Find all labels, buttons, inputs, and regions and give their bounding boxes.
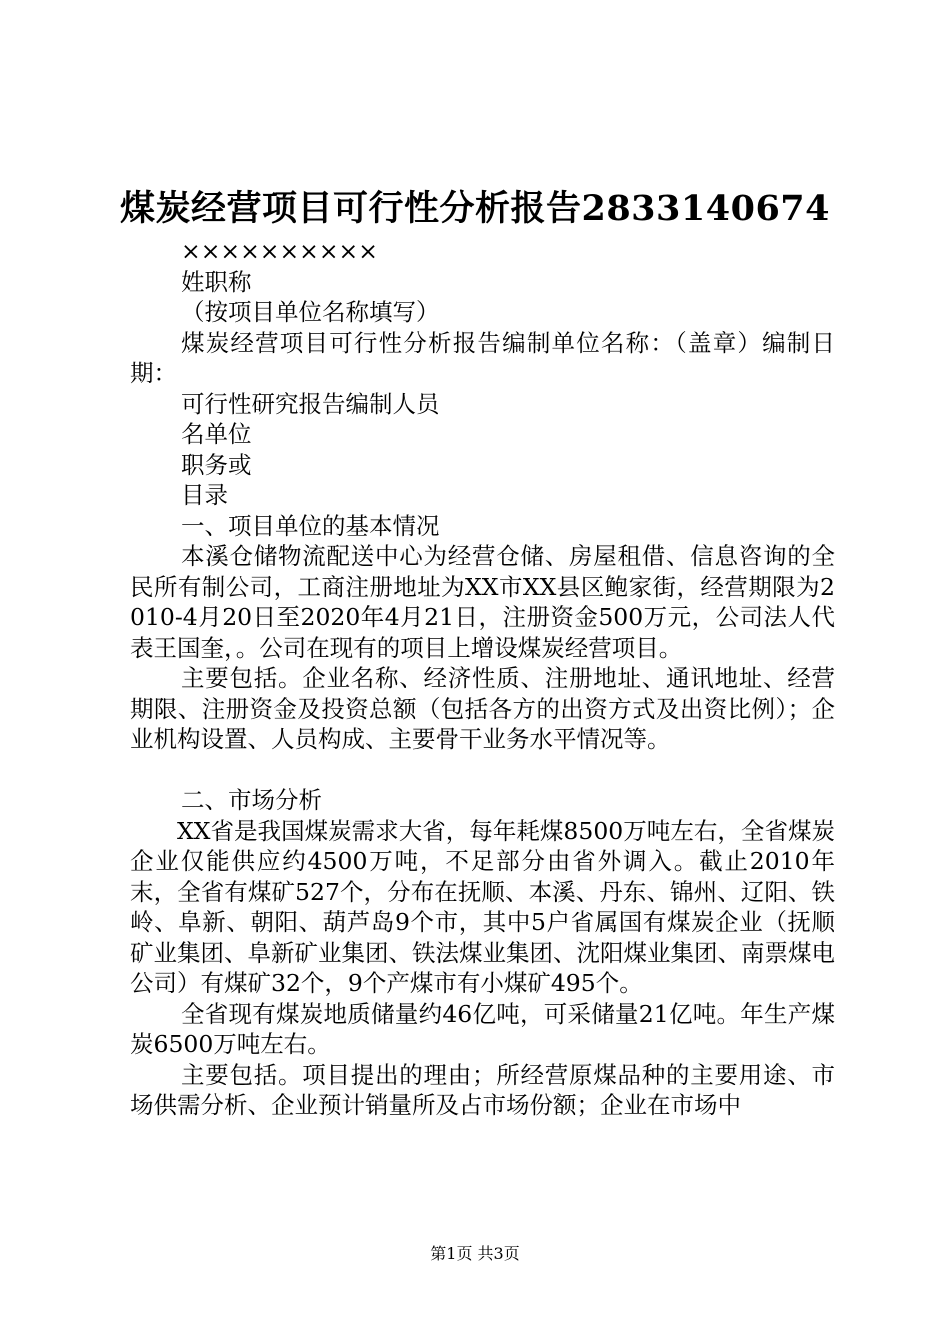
section1-paragraph: 本溪仓储物流配送中心为经营仓储、房屋租借、信息咨询的全民所有制公司，工商注册地址为XX市XX县区鲍家街，经营期限为2010-4月20日至2020年4月21日，注册资金500万元，公司法人代表王国奎，。公司在现有的项目上增设煤炭经营项目。	[130, 542, 835, 662]
document-title: 煤炭经营项目可行性分析报告2833140674	[119, 188, 831, 229]
compile-unit-paragraph: 煤炭经营项目可行性分析报告编制单位名称：（盖章）编制日期：	[130, 328, 835, 387]
name-title-line: 姓职称	[181, 267, 252, 296]
section2-paragraph: 全省现有煤炭地质储量约46亿吨，可采储量21亿吨。年生产煤炭6500万吨左右。	[130, 999, 835, 1058]
section2-heading: 二、市场分析	[181, 786, 322, 814]
document-body	[130, 236, 835, 1121]
paragraph-gap	[130, 755, 835, 786]
section1-heading: 一、项目单位的基本情况	[181, 511, 440, 540]
section2-paragraph: XX省是我国煤炭需求大省，每年耗煤8500万吨左右，全省煤炭企业仅能供应约4500万吨，不足部分由省外调入。截止2010年末，全省有煤矿527个，分布在抚顺、本溪、丹东、锦州、辽阳、铁岭、阜新、朝阳、葫芦岛9个市，其中5户省属国有煤炭企业（抚顺矿业集团、阜新矿业集团、铁法煤业集团、沈阳煤业集团、南票煤电公司）有煤矿32个，9个产煤市有小煤矿495个。	[130, 816, 835, 997]
position-line: 职务或	[181, 450, 252, 479]
placeholder-crosses: ××××××××××	[181, 237, 378, 265]
section2-paragraph: 主要包括。项目提出的理由；所经营原煤品种的主要用途、市场供需分析、企业预计销量所及占市场份额；企业在市场中	[130, 1060, 835, 1119]
toc-heading: 目录	[181, 481, 228, 509]
compilers-line: 可行性研究报告编制人员	[181, 389, 440, 418]
fill-instruction-line: （按项目单位名称填写）	[181, 298, 440, 326]
name-unit-line: 名单位	[181, 420, 252, 448]
section1-paragraph: 主要包括。企业名称、经济性质、注册地址、通讯地址、经营期限、注册资金及投资总额（包括各方的出资方式及出资比例）；企业机构设置、人员构成、主要骨干业务水平情况等。	[130, 664, 835, 753]
page-footer: 第1页 共3页	[430, 1244, 520, 1263]
